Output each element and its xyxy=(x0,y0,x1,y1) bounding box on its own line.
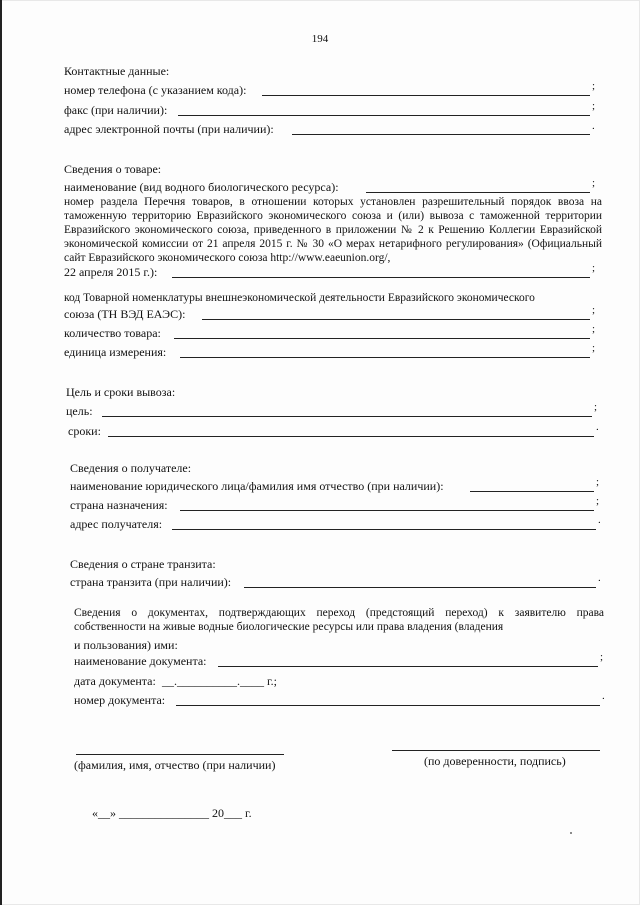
proxy-signature-caption: (по доверенности, подпись) xyxy=(424,754,566,768)
terms-field[interactable] xyxy=(108,436,594,437)
doc-number-field[interactable] xyxy=(176,705,600,706)
email-label: адрес электронной почты (при наличии): xyxy=(64,122,274,136)
recipient-address-field[interactable] xyxy=(172,529,596,530)
documents-paragraph: Сведения о документах, подтверждающих переход (предстоящий переход) к заявителю права собственности на живые водные биологические ресурсы или права владения (владения xyxy=(74,607,604,633)
doc-name-field[interactable] xyxy=(218,666,598,667)
doc-number-period: . xyxy=(602,690,605,702)
terms-label: сроки: xyxy=(68,424,101,438)
transit-heading: Сведения о стране транзита: xyxy=(70,557,216,571)
fax-semicolon: ; xyxy=(592,100,596,112)
goods-heading: Сведения о товаре: xyxy=(64,162,162,176)
section-semicolon: ; xyxy=(592,262,596,274)
recipient-name-field[interactable] xyxy=(470,491,594,492)
address-period: . xyxy=(598,514,601,526)
code-semicolon: ; xyxy=(592,304,596,316)
code-paragraph: код Товарной номенклатуры внешнеэкономической деятельности Евразийского экономического xyxy=(64,292,535,304)
fax-field[interactable] xyxy=(178,115,590,116)
fio-caption: (фамилия, имя, отчество (при наличии) xyxy=(74,758,276,772)
phone-semicolon: ; xyxy=(592,80,596,92)
section-number-field[interactable] xyxy=(172,277,590,278)
signature-date-field[interactable]: «__» _______________ 20___ г. xyxy=(92,806,252,820)
doc-number-label: номер документа: xyxy=(74,693,166,707)
destination-semicolon: ; xyxy=(596,495,600,507)
quantity-field[interactable] xyxy=(174,338,590,339)
section-last-line: 22 апреля 2015 г.): xyxy=(64,265,158,279)
email-field[interactable] xyxy=(292,134,590,135)
proxy-signature-field[interactable] xyxy=(392,750,600,751)
phone-label: номер телефона (с указанием кода): xyxy=(64,83,247,97)
unit-semicolon: ; xyxy=(592,342,596,354)
transit-period: . xyxy=(598,572,601,584)
documents-last-line: и пользования) ими: xyxy=(74,638,178,652)
goods-name-label: наименование (вид водного биологического ресурса): xyxy=(64,180,339,194)
scan-speck xyxy=(570,832,572,834)
phone-field[interactable] xyxy=(262,95,590,96)
recipient-name-semicolon: ; xyxy=(596,476,600,488)
doc-name-label: наименование документа: xyxy=(74,654,207,668)
email-period: . xyxy=(592,120,595,132)
section-paragraph: номер раздела Перечня товаров, в отношении которых установлен разрешительный порядок ввоза на таможенную территорию Евразийского экономического союза и (или) вывоза с таможенной территории Евразийского экономического союза, приведенного в приложении № 2 к Решению Коллегии Евразийской экономической комиссии от 21 апреля 2015 г. № 30 «О мерах нетарифного регулирования» (Официальный сайт Евразийского экономического союза http://www.eaeunion.org/, xyxy=(64,196,602,264)
destination-country-label: страна назначения: xyxy=(70,498,168,512)
purpose-heading: Цель и сроки вывоза: xyxy=(66,385,176,399)
recipient-heading: Сведения о получателе: xyxy=(70,461,192,475)
quantity-semicolon: ; xyxy=(592,323,596,335)
goal-field[interactable] xyxy=(102,416,592,417)
fio-signature-field[interactable] xyxy=(76,754,284,755)
destination-country-field[interactable] xyxy=(180,510,594,511)
code-field[interactable] xyxy=(202,319,590,320)
recipient-name-label: наименование юридического лица/фамилия имя отчество (при наличии): xyxy=(70,479,444,493)
fax-label: факс (при наличии): xyxy=(64,103,168,117)
goods-name-field[interactable] xyxy=(366,192,590,193)
transit-country-field[interactable] xyxy=(244,587,596,588)
recipient-address-label: адрес получателя: xyxy=(70,517,163,531)
goal-label: цель: xyxy=(66,404,93,418)
transit-country-label: страна транзита (при наличии): xyxy=(70,575,232,589)
doc-date-label: дата документа: xyxy=(74,674,156,688)
page-number: 194 xyxy=(311,33,329,45)
doc-name-semicolon: ; xyxy=(600,651,604,663)
unit-field[interactable] xyxy=(180,357,590,358)
doc-date-field[interactable]: __.__________.____ г.; xyxy=(162,674,277,688)
code-last-line: союза (ТН ВЭД ЕАЭС): xyxy=(64,307,186,321)
goods-name-semicolon: ; xyxy=(592,177,596,189)
terms-period: . xyxy=(596,421,599,433)
goal-semicolon: ; xyxy=(594,401,598,413)
unit-label: единица измерения: xyxy=(64,345,167,359)
contacts-heading: Контактные данные: xyxy=(64,64,170,78)
scan-edge xyxy=(0,0,2,905)
quantity-label: количество товара: xyxy=(64,326,161,340)
